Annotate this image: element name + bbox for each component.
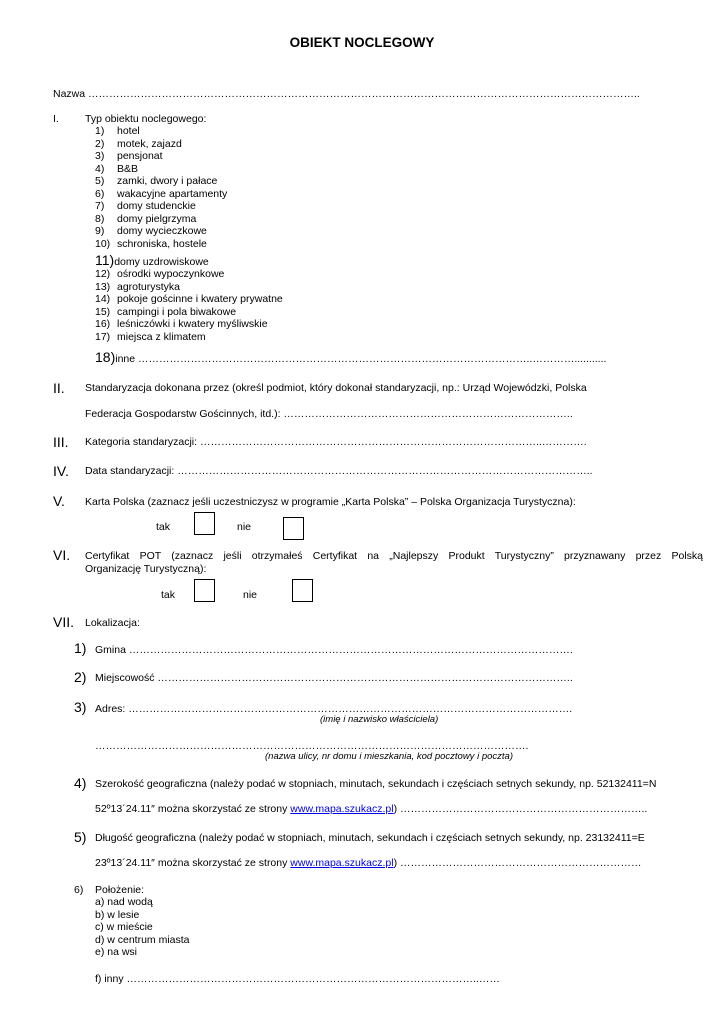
- section-3-numeral: III.: [53, 434, 69, 450]
- section-1-label: Typ obiektu noclegowego:: [85, 113, 207, 125]
- page-title: OBIEKT NOCLEGOWY: [289, 35, 435, 50]
- pot-no-checkbox[interactable]: [292, 579, 313, 602]
- section-5-numeral: V.: [53, 493, 65, 509]
- mapa-link[interactable]: www.mapa.szukacz.pl: [290, 857, 394, 869]
- list-item[interactable]: 2) motek, zajazd: [95, 137, 182, 150]
- list-item[interactable]: 16) leśniczówki i kwatery myśliwskie: [95, 318, 268, 331]
- miejscowosc-number: 2): [74, 669, 87, 685]
- nazwa-field[interactable]: Nazwa …………………………………………………………………………………………………………………………………………..: [53, 88, 640, 100]
- location-number: 6): [74, 884, 84, 896]
- karta-no-label: nie: [237, 521, 252, 533]
- location-options: [95, 896, 190, 959]
- list-item[interactable]: 5) zamki, dwory i pałace: [95, 175, 218, 188]
- longitude-field[interactable]: 23º13´24.11″ można skorzystać ze strony www.mapa.szukacz.pl) ……………………………………………………………: [95, 857, 642, 869]
- pot-yes-checkbox[interactable]: [194, 579, 215, 602]
- section-1-numeral: I.: [53, 113, 59, 125]
- section-6-text-2: Organizację Turystyczną):: [85, 563, 207, 575]
- pot-no-label: nie: [243, 589, 258, 601]
- section-5-text: Karta Polska (zaznacz jeśli uczestniczysz w programie „Karta Polska” – Polska Organizacja Turystyczna):: [85, 496, 576, 508]
- list-item[interactable]: 1) hotel: [95, 125, 140, 137]
- category-field[interactable]: Kategoria standaryzacji: ……………………………………………………………………………………..………….: [85, 436, 587, 448]
- list-item[interactable]: 14) pokoje gościnne i kwatery prywatne: [95, 293, 283, 306]
- section-2-text: Standaryzacja dokonana przez (określ podmiot, który dokonał standaryzacji, np.: Urząd Wojewódzki, Polska: [85, 382, 587, 394]
- standardization-date-field[interactable]: Data standaryzacji: ………………………………………………………………………………………………………..: [85, 465, 593, 477]
- section-4-numeral: IV.: [53, 463, 69, 479]
- section-2-numeral: II.: [53, 380, 65, 396]
- list-item-11[interactable]: 11)domy uzdrowiskowe: [95, 252, 209, 268]
- section-6-text: Certyfikat POT (zaznacz jeśli otrzymałeś Certyfikat na „Najlepszy Produkt Turystyczny” przyznawany przez Polską: [85, 550, 703, 562]
- adres-street-field[interactable]: …………………………………………………………………………………………………………….: [95, 740, 529, 752]
- longitude-number: 5): [74, 829, 87, 845]
- list-item[interactable]: 3) pensjonat: [95, 150, 163, 163]
- mapa-link[interactable]: www.mapa.szukacz.pl: [290, 803, 394, 815]
- latitude-number: 4): [74, 775, 87, 791]
- list-item[interactable]: 9) domy wycieczkowe: [95, 225, 207, 238]
- miejscowosc-field[interactable]: Miejscowość ………………………………………………………………………………………………………..: [95, 672, 573, 684]
- list-item[interactable]: d) w centrum miasta: [95, 933, 190, 946]
- adres-hint-street: (nazwa ulicy, nr domu i mieszkania, kod pocztowy i poczta): [265, 751, 513, 762]
- longitude-text: Długość geograficzna (należy podać w stopniach, minutach, sekundach i częściach setnych sekundy, np. 23132411=E: [95, 832, 645, 844]
- list-item[interactable]: 12) ośrodki wypoczynkowe: [95, 268, 225, 280]
- list-item[interactable]: 7) domy studenckie: [95, 200, 196, 213]
- list-item[interactable]: 4) B&B: [95, 162, 139, 175]
- karta-yes-checkbox[interactable]: [194, 512, 215, 535]
- adres-hint-owner: (imię i nazwisko właściciela): [320, 714, 439, 725]
- latitude-field[interactable]: 52º13´24.11″ można skorzystać ze strony www.mapa.szukacz.pl) ……………………………………………………………..: [95, 803, 648, 815]
- section-7-label: Lokalizacja:: [85, 617, 140, 629]
- list-item[interactable]: e) na wsi: [95, 946, 138, 959]
- latitude-text: Szerokość geograficzna (należy podać w stopniach, minutach, sekundach i częściach setnych sekundy, np. 52132411=N: [95, 778, 657, 790]
- section-6-numeral: VI.: [53, 547, 71, 563]
- accommodation-type-list: [95, 125, 227, 250]
- list-item[interactable]: 6) wakacyjne apartamenty: [95, 187, 228, 200]
- list-item[interactable]: c) w mieście: [95, 921, 153, 934]
- karta-no-checkbox[interactable]: [283, 517, 304, 540]
- pot-yes-label: tak: [161, 589, 176, 601]
- adres-number: 3): [74, 699, 87, 715]
- gmina-number: 1): [74, 640, 87, 656]
- list-item[interactable]: b) w lesie: [95, 908, 140, 921]
- gmina-field[interactable]: Gmina ……………………………………………………………………………………………………………….: [95, 644, 573, 656]
- accommodation-type-list-2: [95, 268, 283, 343]
- list-item-18[interactable]: 18)inne …………………………………………………………………………………………………..…………...........: [95, 349, 607, 365]
- standardization-body-field[interactable]: Federacja Gospodarstw Gościnnych, itd.): ………………………………………………………………………..: [85, 408, 573, 420]
- list-item[interactable]: 10) schroniska, hostele: [95, 237, 207, 250]
- list-item[interactable]: 13) agroturystyka: [95, 280, 181, 293]
- list-item[interactable]: 17) miejsca z klimatem: [95, 330, 206, 343]
- location-other-field[interactable]: f) inny ………………………………………………………………………………………..……: [95, 973, 500, 985]
- list-item[interactable]: a) nad wodą: [95, 896, 153, 908]
- karta-yes-label: tak: [156, 521, 171, 533]
- location-label: Położenie:: [95, 884, 145, 896]
- list-item[interactable]: 15) campingi i pola biwakowe: [95, 305, 237, 318]
- list-item[interactable]: 8) domy pielgrzyma: [95, 212, 197, 225]
- section-7-numeral: VII.: [53, 614, 75, 630]
- adres-field[interactable]: Adres: ……………………………………………………………………………………………………………….: [95, 703, 573, 715]
